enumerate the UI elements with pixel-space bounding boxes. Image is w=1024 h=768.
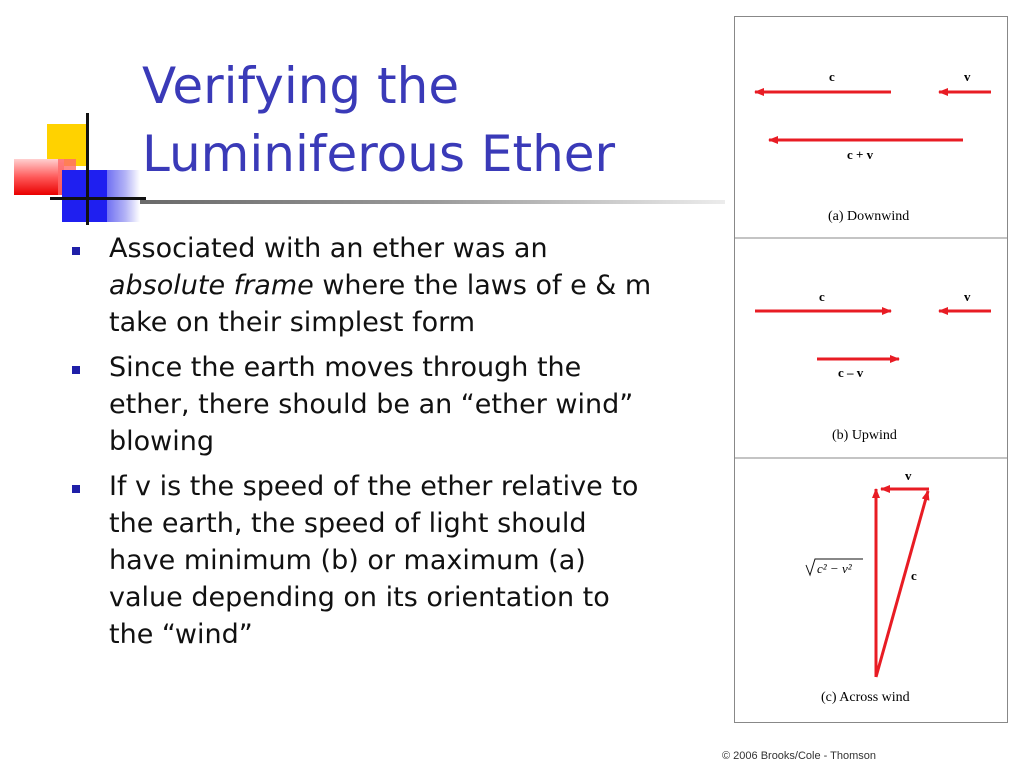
bullet-list [70,230,660,661]
panel-c-caption: (c) Across wind [821,690,910,705]
copyright-credit: © 2006 Brooks/Cole - Thomson [722,750,877,762]
vector-v-label: v [905,468,912,483]
sqrt-expression: c² − v² [817,561,852,576]
vector-diff-label: c – v [838,365,864,380]
vector-c-label: c [911,568,917,583]
panel-a-caption: (a) Downwind [828,209,910,224]
title-decoration [0,0,150,240]
vector-c-label: c [819,289,825,304]
vector-v-label: v [964,289,971,304]
bullet-marker-icon [72,247,80,255]
slide-title [142,52,722,188]
ether-wind-figure [734,16,1008,723]
bullet-marker-icon [72,485,80,493]
title-line-1: Verifying the [142,57,460,115]
bullet-item: Associated with an ether was an absolute frame where the laws of e & m take on their simplest form [70,230,660,341]
vector-sum-label: c + v [847,147,874,162]
panel-b [755,289,991,443]
title-underline [140,200,725,204]
bullet-item: Since the earth moves through the ether, there should be an “ether wind” blowing [70,349,660,460]
vector-v-label: v [964,69,971,84]
bullet-item: If v is the speed of the ether relative to the earth, the speed of light should have minimum (b) or maximum (a) value depending on its orientation to the “wind” [70,468,660,653]
panel-b-caption: (b) Upwind [832,428,897,443]
bullet-marker-icon [72,366,80,374]
vector-c-label: c [829,69,835,84]
panel-c [806,468,929,705]
title-line-2: Luminiferous Ether [142,125,616,183]
panel-a [755,69,991,224]
